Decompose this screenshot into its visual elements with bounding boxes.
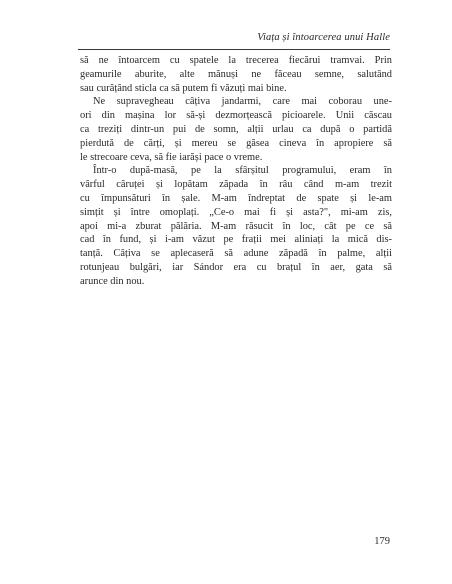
text-line: arunce din nou. — [80, 275, 145, 287]
text-line: apoi mi-a zburat pălăria. M-am răsucit în loc, cât pe ce să — [80, 220, 392, 232]
page-number: 179 — [374, 536, 390, 547]
paragraph — [80, 95, 392, 164]
text-line: tanță. Câțiva se aplecaseră să adune zăpadă în palme, alții — [80, 248, 392, 260]
text-line: vârful căruței și lopătam zăpada în râu când m-am trezit — [80, 179, 392, 191]
text-line: le strecoare ceva, să fie iarăși pace o vreme. — [80, 151, 263, 163]
paragraph — [80, 164, 392, 288]
text-line: rotunjeau bulgări, iar Sándor era cu brațul în aer, gata să — [80, 261, 392, 273]
text-line: geamurile aburite, alte mănuși ne făceau semne, salutând — [80, 68, 392, 80]
text-line: Ne supravegheau câțiva jandarmi, care mai coborau une- — [93, 96, 392, 108]
header-rule — [78, 49, 390, 50]
text-line: cad în fund, și i-am văzut pe frații mei aliniați la mică dis- — [80, 234, 392, 246]
body-text — [80, 54, 392, 289]
text-line: cu împunsături în șale. M-am îndreptat de spate și le-am — [80, 192, 392, 204]
text-line: Într-o după-masă, pe la sfârșitul programului, eram în — [93, 165, 392, 177]
running-head: Viața și întoarcerea unui Halle — [257, 32, 390, 43]
text-line: ca treziți dintr-un pui de somn, alții urlau ca după o partidă — [80, 123, 392, 135]
text-line: simțit și între omoplați. „Ce-o mai fi și asta?", mi-am zis, — [80, 206, 392, 218]
text-line: să ne întoarcem cu spatele la trecerea fiecărui tramvai. Prin — [80, 55, 392, 66]
paragraph — [80, 54, 392, 95]
text-line: ori din mașina lor să-și dezmorțească picioarele. Unii căscau — [80, 110, 392, 122]
text-line: sau curățând sticla ca să putem fi văzuți mai bine. — [80, 82, 287, 94]
text-line: pierdută de cărți, și mereu se găsea cineva în apropiere să — [80, 137, 392, 149]
